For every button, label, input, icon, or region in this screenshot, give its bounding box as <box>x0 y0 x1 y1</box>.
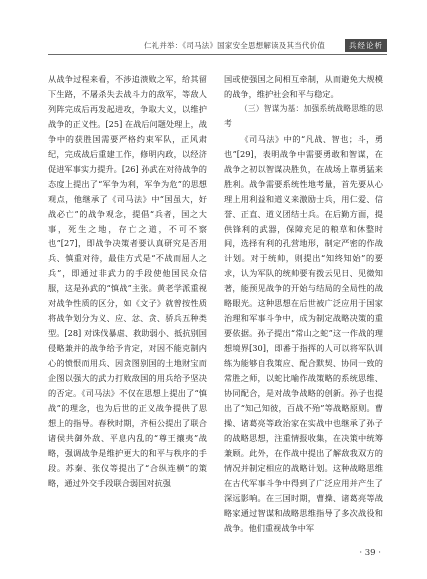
right-body-paragraph: 《司马法》中的“凡战、智也；斗，勇也”[29]，表明战争中需要勇敢和智谋，在战争之初以智谋决胜负，在战场上靠勇猛来胜利。战争需要系统性地考量，首先要从心理上用利益和道义来激励士兵，用仁爱、信誉、正直、道义团结士兵。在后勤方面，提供锋利的武器，保障充足的粮草和休整时间，选择有利的孔营地形，制定严密的作战计划。对于统帅，则提出“知终知始”的要求，认为军队的统帅要有拨云见日、见微知著，能预见战争的开始与结局的全局性的战略眼光。这种思想在后世被广泛应用于国家治理和军事斗争中，成为制定战略决策的重要依据。孙子提出“常山之蛇”这一作战的理想境界[30]，即番于指挥的人可以将军队训练为能够自我策应、配合默契、协同一致的常胜之师，以蛇比喻作战策略的系统思维、协同配合，是对战争战略的创新。孙子也提出了“知己知彼，百战不殆”等战略原则。曹操、诸葛亮等政治家在实战中也继承了孙子的战略思想，注重情报收集，在决策中统筹兼顾。此外，在作战中提出了解敌我双方的情况并制定相应的战略计划。这种战略思维在古代军事斗争中得到了广泛应用并产生了深远影响。在三国时期，曹操、诸葛亮等战略家通过智谋和战略思维指导了多次战役和战争。他们重视战争中军 <box>224 133 383 533</box>
left-paragraph: 从战争过程来看，不涉追溃败之军，给其留下生路，不屠杀失去战斗力的敌军，等敌人列阵完成后再发起进攻，争取大义，以维护战争的正义性。[25] 在战后问题处理上，战争中的获胜国需要严格约束军队，正风肃纪，完成战后重建工作，修明内政，以经济促进军事实力提升。[26] 孙武在对待战争的态度上提出了“军争为利，军争为危”的思想观点，他继承了《司马法》中“国虽大，好战必亡”的战争观念，提倡“兵者，国之大事，死生之地，存亡之道，不可不察也”[27]，即战争决策者要认真研究是否用兵、慎重对待，最佳方式是“不战而屈人之兵”，即通过非武力的手段使他国民众信服，这是孙武的“慎战”主张。黄老学派重视对战争性质的区分，如《文子》就曾按性质将战争划分为义、应、忿、贪、骄兵五种类型。[28] 对诛伐暴虐、救助弱小、抵抗别国侵略兼并的战争给予肯定，对因不能克制内心的愤恨而用兵、因贪图别国的土地财宝而企图以强大的武力打败敌国的用兵给予坚决的否定。《司马法》不仅在思想上提出了“慎战”的理念，也为后世的正义战争提供了思想上的指导。春秋时期，齐桓公提出了联合诸侯共御外敌、平息内乱的“尊王攘夷”战略，强调战争是维护更大的和平与秩序的手段。苏秦、张仪等提出了“合纵连横”的策略，通过外交手段联合弱国对抗强 <box>48 74 207 488</box>
section-badge: 兵经论析 <box>345 39 387 52</box>
right-opening-paragraph: 国或使强国之间相互牵制，从而避免大规模的战争，维护社会和平与稳定。 <box>224 74 383 99</box>
running-title: 仁礼并举：《司马法》国家安全思想解读及其当代价值 <box>143 41 325 50</box>
right-column <box>224 72 383 536</box>
running-header <box>48 40 387 55</box>
page-number: · 39 · <box>359 548 381 558</box>
left-column <box>48 72 207 491</box>
section-subheading: （三）智谋为基：加强系统战略思维的思考 <box>224 103 383 128</box>
